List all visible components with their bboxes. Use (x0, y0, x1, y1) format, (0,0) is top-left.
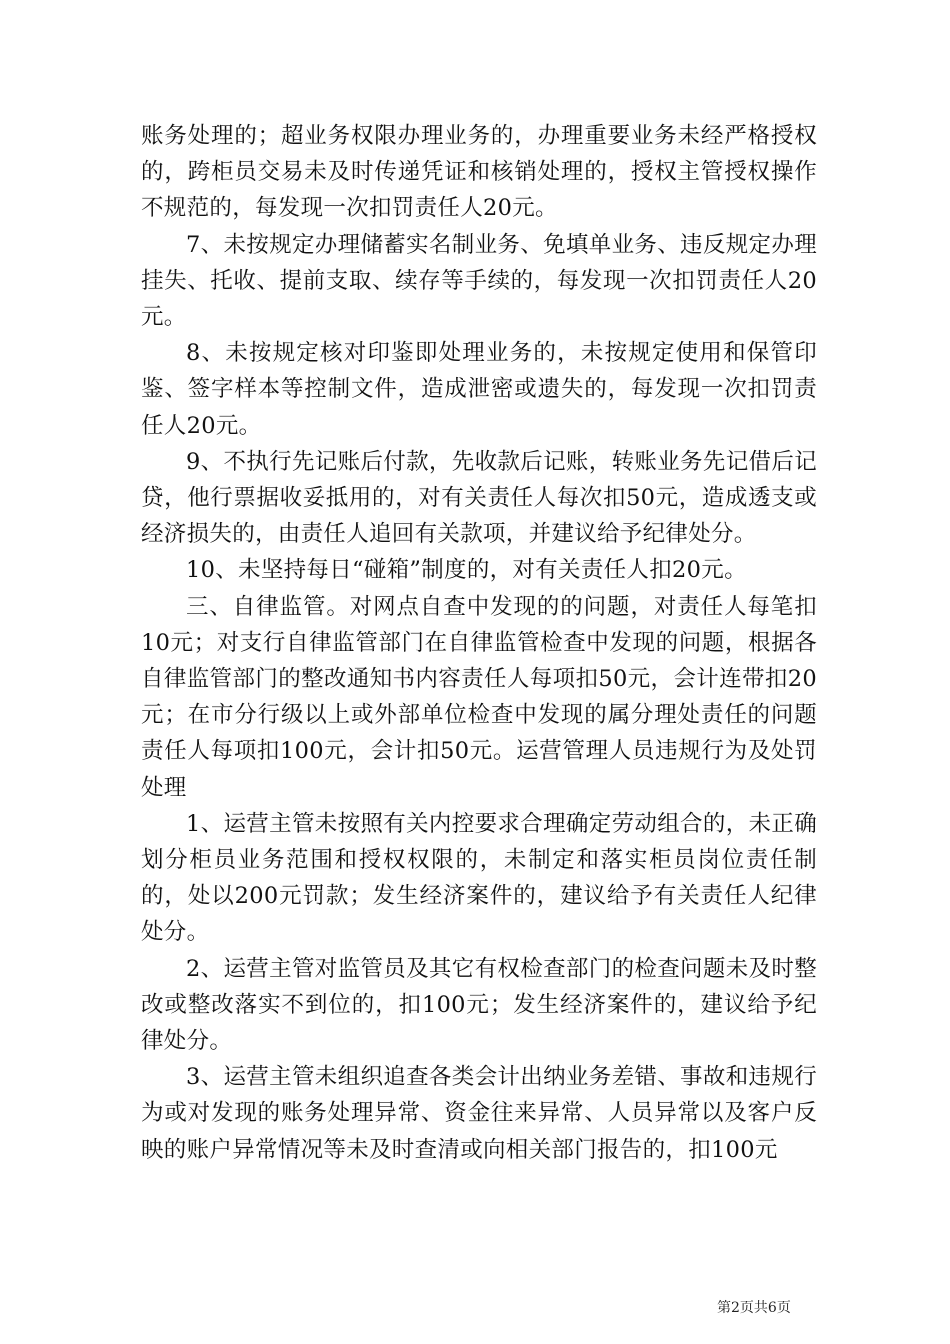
page-number: 第2页共6页 (717, 1300, 791, 1316)
paragraph-item-7: 7、未按规定办理储蓄实名制业务、免填单业务、违反规定办理挂失、托收、提前支取、续存等手续的，每发现一次扣罚责任人20元。 (141, 231, 817, 331)
paragraph-item-9: 9、不执行先记账后付款，先收款后记账，转账业务先记借后记贷，他行票据收妥抵用的，对有关责任人每次扣50元，造成透支或经济损失的，由责任人追回有关款项，并建议给予纪律处分。 (141, 448, 817, 548)
paragraph-ops-item-1: 1、运营主管未按照有关内控要求合理确定劳动组合的，未正确划分柜员业务范围和授权权限的，未制定和落实柜员岗位责任制的，处以200元罚款；发生经济案件的，建议给予有关责任人纪律处分。 (141, 810, 817, 946)
paragraph-section-3: 三、自律监管。对网点自查中发现的的问题，对责任人每笔扣10元；对支行自律监管部门在自律监管检查中发现的问题，根据各自律监管部门的整改通知书内容责任人每项扣50元，会计连带扣20元；在市分行级以上或外部单位检查中发现的属分理处责任的问题责任人每项扣100元，会计扣50元。运营管理人员违规行为及处罚处理 (141, 593, 817, 801)
document-body (141, 118, 817, 1168)
paragraph-item-10: 10、未坚持每日“碰箱”制度的，对有关责任人扣20元。 (186, 557, 747, 584)
paragraph-ops-item-2: 2、运营主管对监管员及其它有权检查部门的检查问题未及时整改或整改落实不到位的，扣100元；发生经济案件的，建议给予纪律处分。 (141, 955, 817, 1055)
paragraph-item-8: 8、未按规定核对印鉴即处理业务的，未按规定使用和保管印鉴、签字样本等控制文件，造成泄密或遗失的，每发现一次扣罚责任人20元。 (141, 340, 817, 439)
paragraph-continuation: 账务处理的；超业务权限办理业务的，办理重要业务未经严格授权的，跨柜员交易未及时传递凭证和核销处理的，授权主管授权操作不规范的，每发现一次扣罚责任人20元。 (141, 123, 817, 222)
paragraph-ops-item-3: 3、运营主管未组织追查各类会计出纳业务差错、事故和违规行为或对发现的账务处理异常、资金往来异常、人员异常以及客户反映的账户异常情况等未及时查清或向相关部门报告的，扣100元 (141, 1064, 817, 1163)
